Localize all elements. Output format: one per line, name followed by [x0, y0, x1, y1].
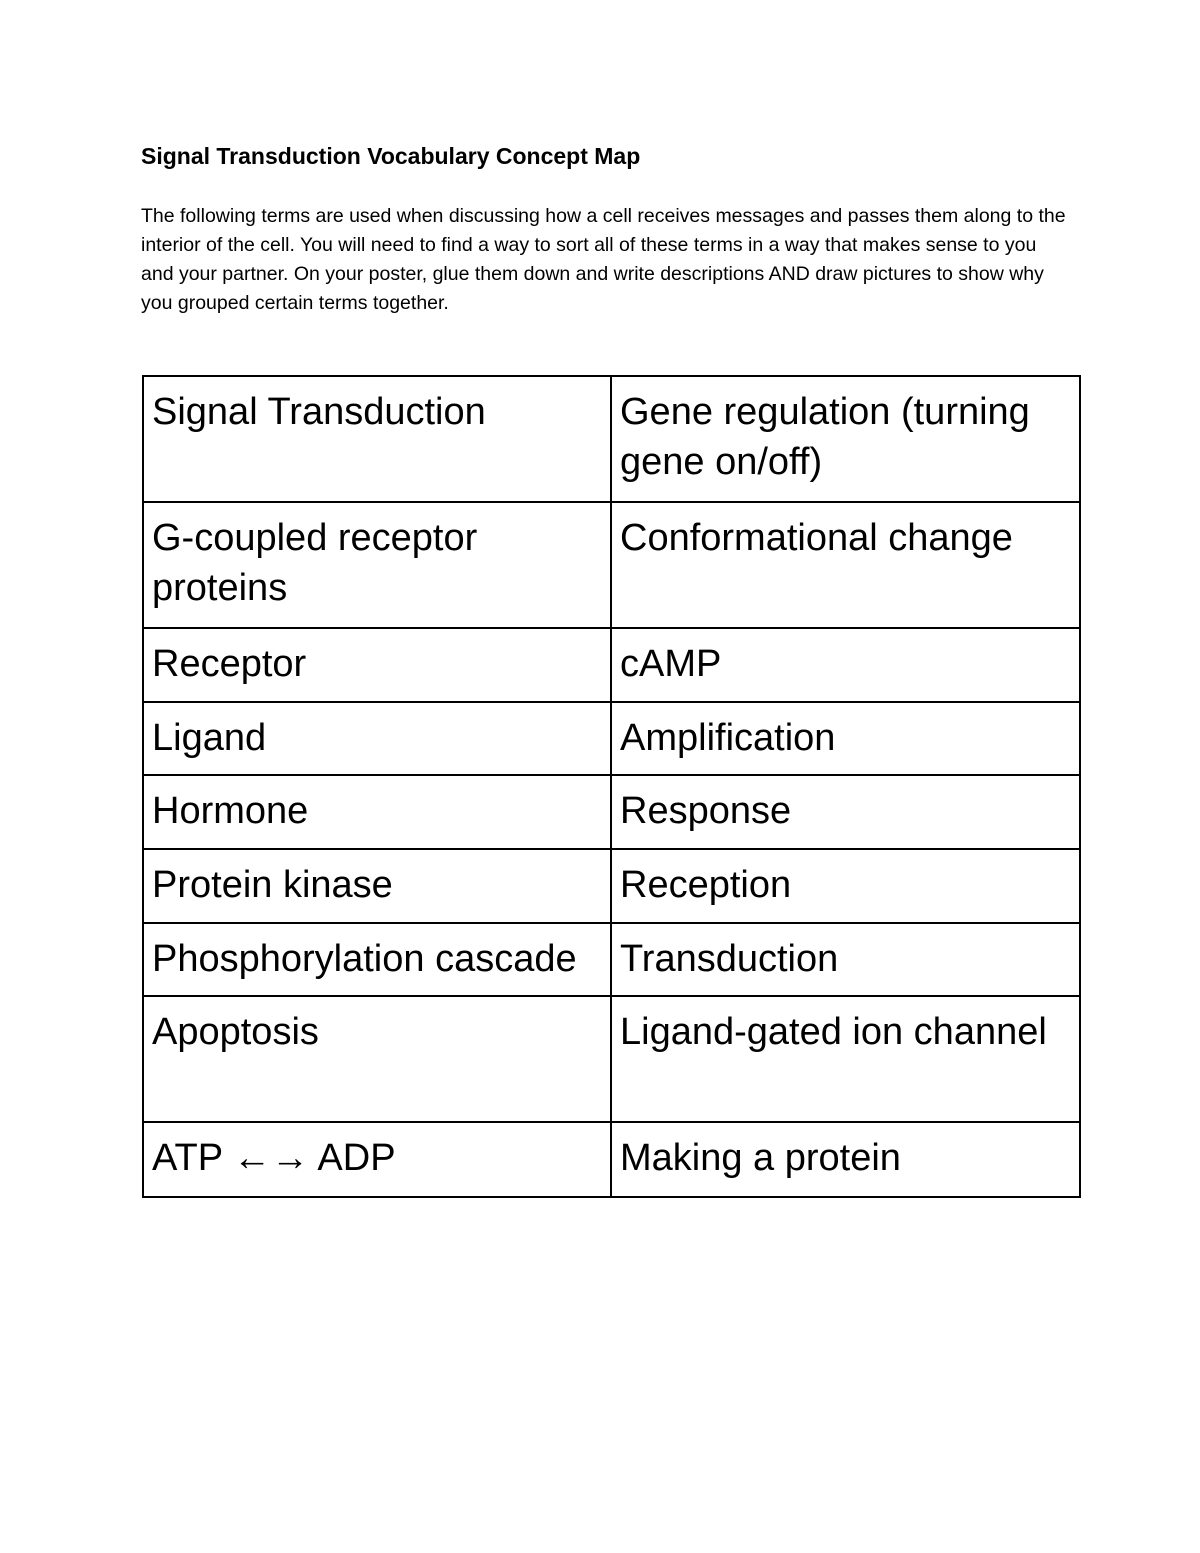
table-cell: Gene regulation (turning gene on/off)	[611, 376, 1080, 502]
table-cell: Making a protein	[611, 1122, 1080, 1197]
table-row	[143, 1122, 1080, 1197]
table-row	[143, 628, 1080, 702]
table-row	[143, 923, 1080, 996]
table-row	[143, 775, 1080, 849]
table-cell: Signal Transduction	[143, 376, 611, 502]
table-cell: Reception	[611, 849, 1080, 923]
table-cell: Amplification	[611, 702, 1080, 775]
table-cell: Protein kinase	[143, 849, 611, 923]
table-row	[143, 849, 1080, 923]
table-cell: Conformational change	[611, 502, 1080, 628]
table-cell: cAMP	[611, 628, 1080, 702]
table-cell: Phosphorylation cascade	[143, 923, 611, 996]
table-cell: G-coupled receptor proteins	[143, 502, 611, 628]
table-row	[143, 376, 1080, 502]
vocabulary-table	[142, 375, 1081, 1198]
table-cell: Apoptosis	[143, 996, 611, 1122]
table-cell: Transduction	[611, 923, 1080, 996]
table-row	[143, 702, 1080, 775]
table-cell: Hormone	[143, 775, 611, 849]
table-cell: Response	[611, 775, 1080, 849]
intro-paragraph: The following terms are used when discussing how a cell receives messages and passes them along to the interior of the cell. You will need to find a way to sort all of these terms in a way that makes sense to you and your partner. On your poster, glue them down and write descriptions AND draw pictures to show why you grouped certain terms together.	[141, 205, 1066, 314]
table-cell: Ligand	[143, 702, 611, 775]
table-cell: Receptor	[143, 628, 611, 702]
table-row	[143, 996, 1080, 1122]
table-cell: ATP ←→ ADP	[143, 1122, 611, 1197]
table-row	[143, 502, 1080, 628]
table-cell: Ligand-gated ion channel	[611, 996, 1080, 1122]
document-title: Signal Transduction Vocabulary Concept Map	[141, 143, 641, 169]
